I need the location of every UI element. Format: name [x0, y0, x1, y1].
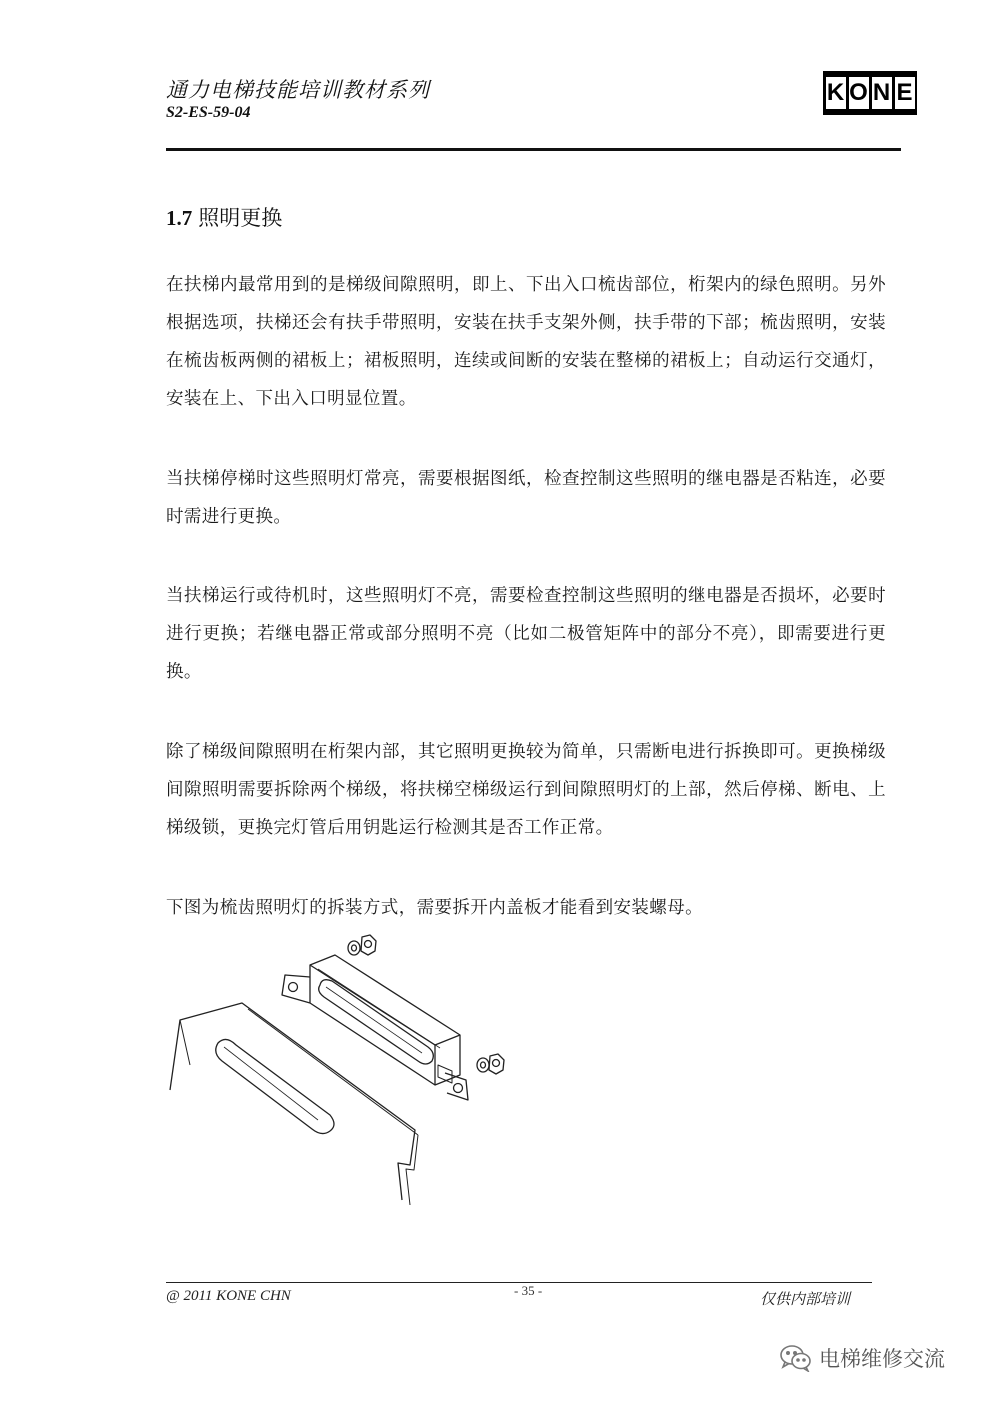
header-divider: [166, 148, 901, 151]
paragraph: 在扶梯内最常用到的是梯级间隙照明，即上、下出入口梳齿部位，桁架内的绿色照明。另外根据选项，扶梯还会有扶手带照明，安装在扶手支架外侧，扶手带的下部；梳齿照明，安装在梳齿板两侧的裙板上；裙板照明，连续或间断的安装在整梯的裙板上；自动运行交通灯，安装在上、下出入口明显位置。: [166, 275, 886, 409]
wechat-icon: [779, 1344, 813, 1372]
watermark-text: 电梯维修交流: [819, 1347, 945, 1371]
footer-copyright: @ 2011 KONE CHN: [166, 1288, 291, 1304]
paragraph: 除了梯级间隙照明在桁架内部，其它照明更换较为简单，只需断电进行拆换即可。更换梯级间隙照明需要拆除两个梯级，将扶梯空梯级运行到间隙照明灯的上部，然后停梯、断电、上梯级锁，更换完灯管后用钥匙运行检测其是否工作正常。: [166, 742, 886, 838]
logo-letter: O: [849, 77, 869, 109]
document-series-title: 通力电梯技能培训教材系列: [166, 78, 430, 102]
logo-letter: K: [826, 77, 846, 109]
comb-light-assembly-drawing: [160, 925, 530, 1215]
paragraph: 当扶梯运行或待机时，这些照明灯不亮，需要检查控制这些照明的继电器是否损坏，必要时进行更换；若继电器正常或部分照明不亮（比如二极管矩阵中的部分不亮），即需要进行更换。: [166, 586, 886, 682]
section-title: 照明更换: [198, 206, 283, 230]
footer-internal-note: 仅供内部培训: [760, 1290, 851, 1308]
paragraph: 下图为梳齿照明灯的拆装方式，需要拆开内盖板才能看到安装螺母。: [166, 898, 703, 918]
section-heading: [166, 202, 282, 232]
kone-logo: [823, 71, 917, 115]
paragraph: 当扶梯停梯时这些照明灯常亮，需要根据图纸，检查控制这些照明的继电器是否粘连，必要时需进行更换。: [166, 469, 886, 527]
section-number: 1.7: [166, 206, 193, 230]
logo-letter: E: [895, 77, 915, 109]
page-number: - 35 -: [514, 1283, 543, 1298]
logo-letter: N: [872, 77, 892, 109]
watermark: [779, 1343, 945, 1373]
document-code: S2-ES-59-04: [166, 104, 251, 121]
